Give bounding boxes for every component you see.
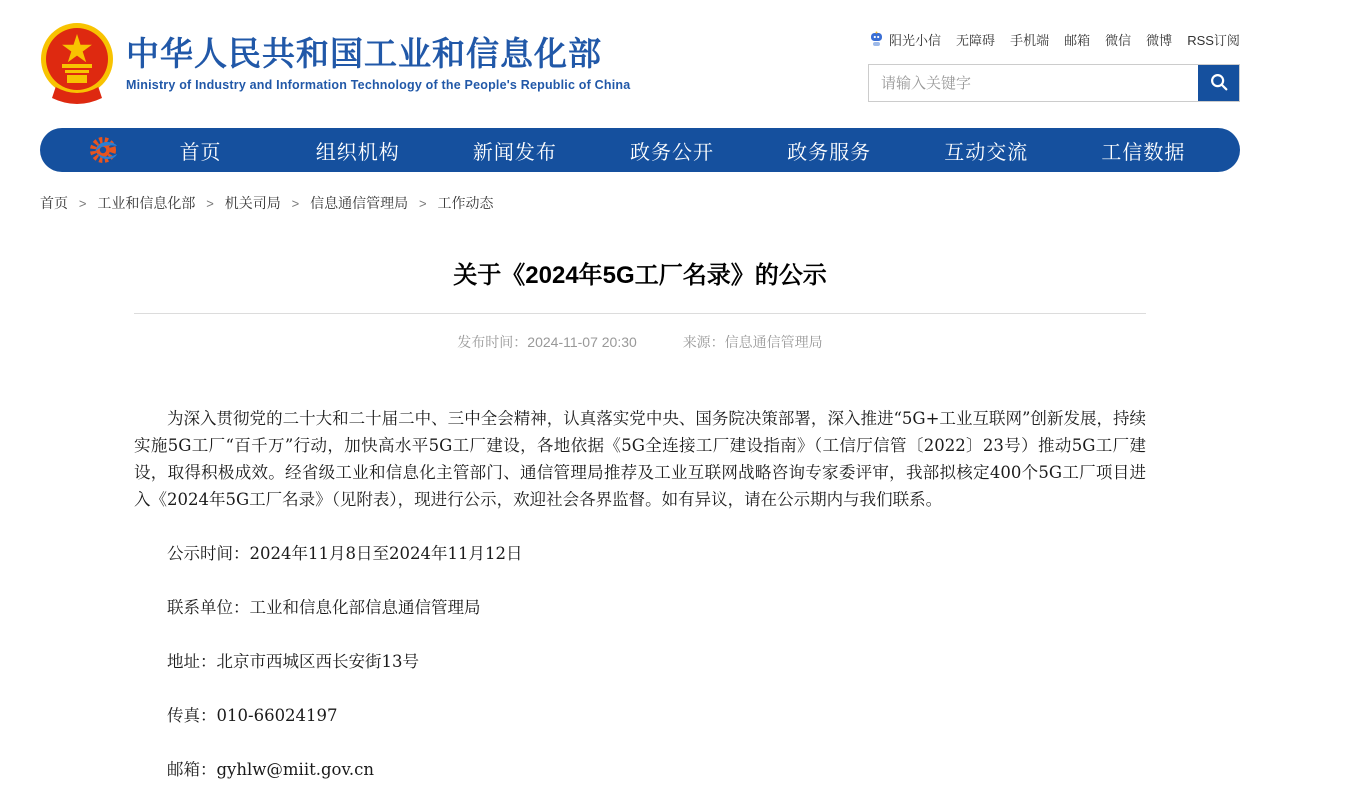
breadcrumb-departments[interactable]: 机关司局 (224, 195, 281, 211)
quick-link-rss[interactable]: RSS订阅 (1187, 33, 1240, 48)
header-right (868, 22, 1240, 106)
breadcrumb-info-comm-bureau[interactable]: 信息通信管理局 (310, 195, 409, 211)
breadcrumb-work-updates[interactable]: 工作动态 (437, 195, 494, 211)
miit-gear-logo-icon (88, 133, 122, 167)
nav-item-miit-data[interactable]: 工信数据 (1101, 141, 1186, 164)
quick-link-mail[interactable]: 邮箱 (1064, 33, 1091, 48)
info-line-address: 地址：北京市西城区西长安街13号 (167, 652, 419, 671)
title-divider (134, 313, 1146, 314)
nav-item-news[interactable]: 新闻发布 (472, 141, 557, 164)
nav-item-organization[interactable]: 组织机构 (315, 141, 400, 164)
publish-time: 发布时间：2024-11-07 20:30 (457, 334, 637, 350)
article-title: 关于《2024年5G工厂名录》的公示 (453, 262, 827, 289)
nav-item-gov-services[interactable]: 政务服务 (787, 141, 872, 164)
search-bar (868, 64, 1240, 102)
breadcrumb-separator: > (78, 196, 87, 211)
quick-link-label: 阳光小信 (889, 33, 942, 48)
site-brand (40, 22, 630, 106)
search-input[interactable] (869, 65, 1198, 101)
quick-link-weibo[interactable]: 微博 (1146, 33, 1173, 48)
quick-link-wechat[interactable]: 微信 (1105, 33, 1132, 48)
main-nav (40, 128, 1240, 172)
breadcrumb (40, 193, 1240, 213)
brand-text (126, 36, 630, 92)
site-title: 中华人民共和国工业和信息化部 (126, 34, 602, 72)
search-icon (1208, 71, 1230, 96)
article (40, 255, 1240, 783)
article-meta (134, 332, 1146, 352)
nav-item-interaction[interactable]: 互动交流 (944, 141, 1029, 164)
nav-item-home[interactable]: 首页 (179, 141, 222, 164)
nav-item-gov-disclosure[interactable]: 政务公开 (629, 141, 714, 164)
site-header (40, 0, 1240, 106)
info-line-fax: 传真：010-66024197 (167, 706, 338, 725)
search-button[interactable] (1198, 65, 1239, 101)
info-line-public-period: 公示时间：2024年11月8日至2024年11月12日 (167, 544, 523, 563)
breadcrumb-home[interactable]: 首页 (40, 195, 68, 211)
nav-list (122, 136, 1222, 165)
breadcrumb-separator: > (291, 196, 300, 211)
info-line-contact-unit: 联系单位：工业和信息化部信息通信管理局 (167, 598, 481, 617)
breadcrumb-separator: > (419, 196, 427, 211)
breadcrumb-miit[interactable]: 工业和信息化部 (97, 195, 196, 211)
page-container (40, 0, 1240, 783)
quick-link-mobile[interactable]: 手机端 (1010, 33, 1050, 48)
article-paragraph: 为深入贯彻党的二十大和二十届二中、三中全会精神，认真落实党中央、国务院决策部署，深入推进“5G+工业互联网”创新发展，持续实施5G工厂“百千万”行动，加快高水平5G工厂建设，各地依据《5G全连接工厂建设指南》（工信厅信管〔2022〕23号）推动5G工厂建设，取得积极成效。经省级工业和信息化主管部门、通信管理局推荐及工业互联网战略咨询专家委评审，我部拟核定400个5G工厂项目进入《2024年5G工厂名录》（见附表），现进行公示，欢迎社会各界监督。如有异议，请在公示期内与我们联系。 (134, 409, 1147, 509)
breadcrumb-separator: > (206, 196, 214, 211)
quick-links-bar (868, 30, 1240, 49)
national-emblem-icon (40, 22, 114, 106)
article-source: 来源：信息通信管理局 (682, 334, 823, 350)
quick-link-sunshine-assistant[interactable] (868, 30, 941, 49)
info-line-email: 邮箱：gyhlw@miit.gov.cn (167, 760, 374, 779)
quick-link-accessibility[interactable]: 无障碍 (956, 33, 996, 48)
robot-assistant-icon (868, 31, 885, 48)
site-subtitle: Ministry of Industry and Information Technology of the People's Republic of China (126, 78, 631, 93)
